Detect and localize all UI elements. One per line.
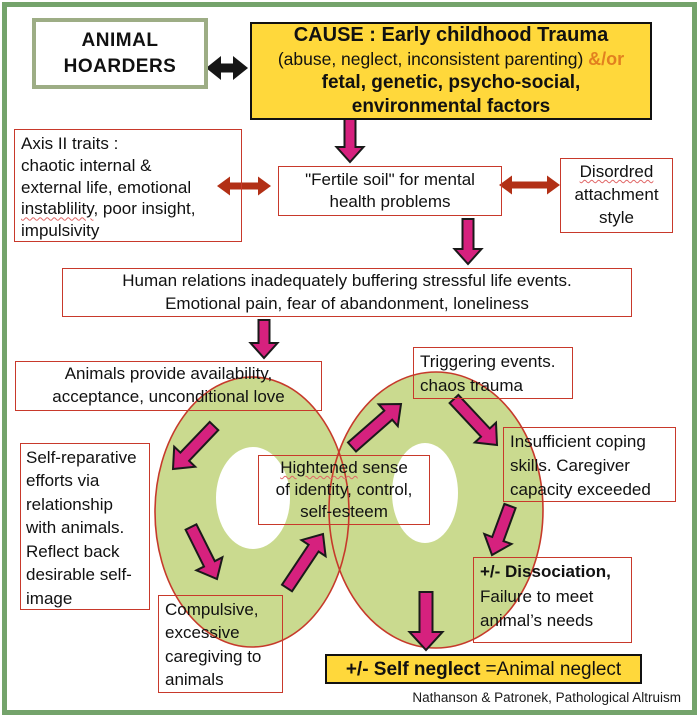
human-relations-box: Human relations inadequately buffering stressful life events. Emotional pain, fear of abandonment, loneliness [62, 268, 632, 317]
misspelled-word: Hightened [280, 457, 358, 477]
disordered-attachment-box: Disordred attachment style [560, 158, 673, 233]
and-or-accent: &/or [588, 49, 625, 69]
axis2-traits-box: Axis II traits : chaotic internal & external life, emotional instablility, poor insight, impulsivity [14, 129, 242, 242]
credit-text: Nathanson & Patronek, Pathological Altruism [412, 690, 681, 705]
fertile-disordred-arrow [499, 176, 560, 195]
compulsive-caregiving-box: Compulsive, excessive caregiving to animals [158, 595, 283, 693]
hoarders-line: ANIMAL [81, 30, 159, 52]
self-reparative-box: Self-reparative efforts via relationship with animals. Reflect back desirable self- image [20, 443, 150, 610]
cause-box: CAUSE : Early childhood Trauma (abuse, neglect, inconsistent parenting) &/or fetal, genetic, psycho-social, environmental factors [250, 22, 652, 120]
fertile-soil-box: "Fertile soil" for mental health problems [278, 166, 502, 216]
animal-hoarders-box [32, 18, 208, 89]
insufficient-coping-box: Insufficient coping skills. Caregiver capacity exceeded [503, 427, 676, 502]
misspelled-word: Disordred [579, 162, 654, 182]
triggering-events-box: Triggering events. chaos trauma [413, 347, 573, 399]
hightened-sense-box: Hightened sense of identity, control, self-esteem [258, 455, 430, 525]
misspelled-word: instablility [21, 199, 94, 219]
hoarders-line: HOARDERS [63, 55, 177, 77]
dissociation-box: +/- Dissociation, Failure to meet animal’s needs [473, 557, 632, 643]
human-to-animals-arrow [251, 320, 278, 358]
self-neglect-box: +/- Self neglect =Animal neglect [325, 654, 642, 684]
animals-provide-box: Animals provide availability, acceptance, unconditional love [15, 361, 322, 411]
cause-to-fertile-arrow [337, 118, 364, 162]
fertile-to-human-arrow [455, 219, 482, 264]
hoarders-cause-arrow [206, 56, 248, 80]
cause-subtitle: (abuse, neglect, inconsistent parenting) &/or [277, 49, 625, 69]
cause-title: CAUSE : Early childhood Trauma [293, 24, 609, 46]
